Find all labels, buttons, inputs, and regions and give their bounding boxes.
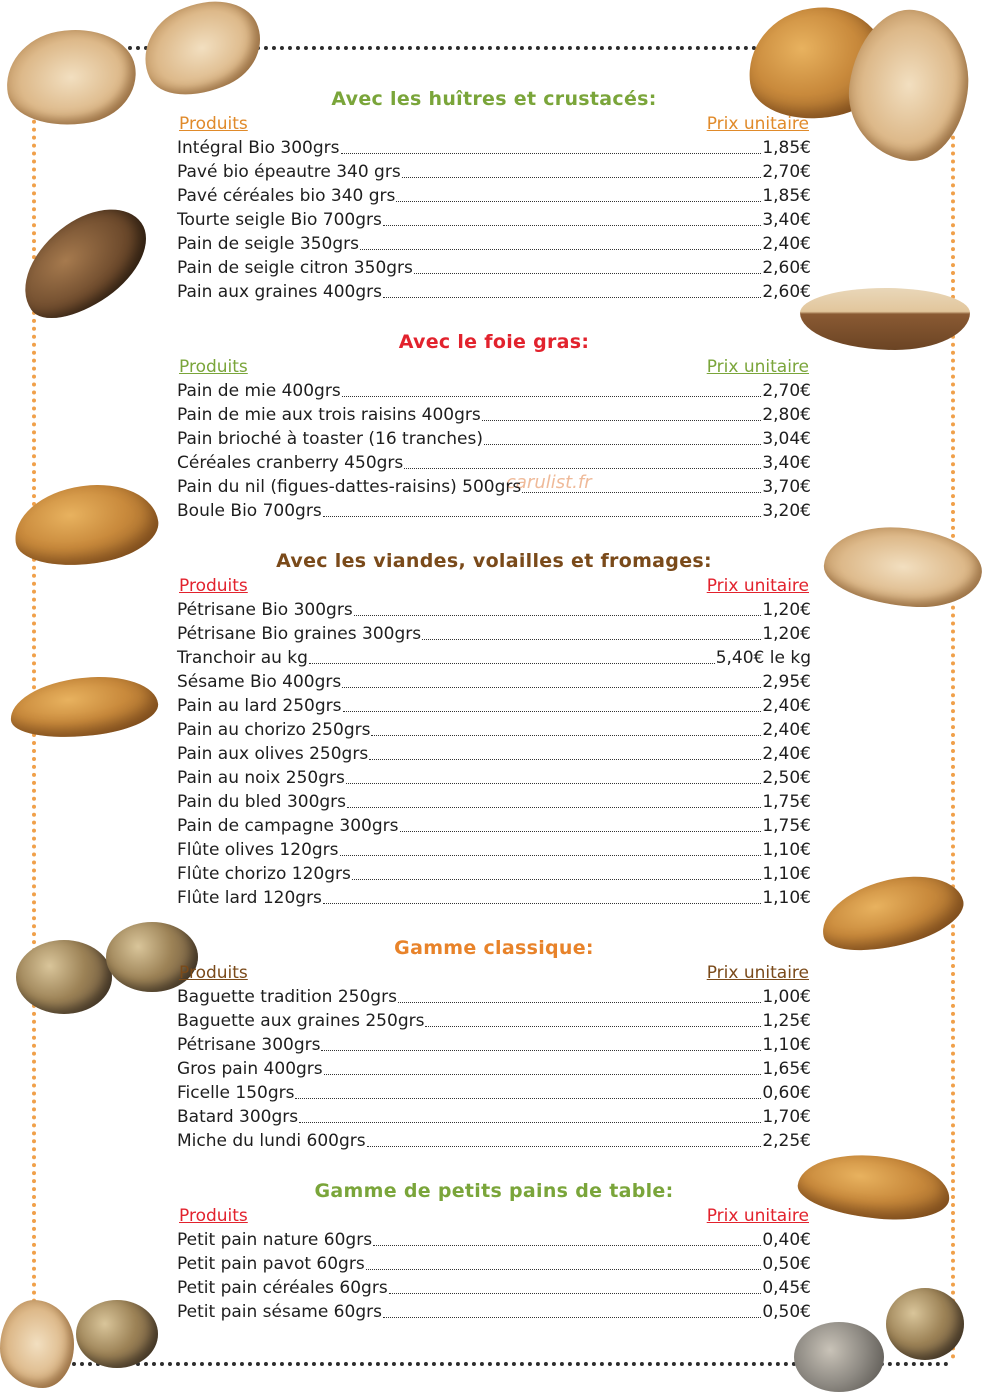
product-price: 2,50€ <box>762 768 811 788</box>
list-item <box>177 766 811 790</box>
dot-leader <box>342 687 761 688</box>
bread-image-flute <box>814 864 970 963</box>
product-price: 1,75€ <box>762 816 811 836</box>
product-name: Pain de campagne 300grs <box>177 816 399 836</box>
section-viandes <box>177 548 811 910</box>
list-item <box>177 790 811 814</box>
dot-leader <box>354 615 762 616</box>
section-petits-pains <box>177 1178 811 1324</box>
dot-leader <box>383 297 761 298</box>
product-price: 2,40€ <box>762 720 811 740</box>
dot-leader <box>402 177 762 178</box>
dot-leader <box>383 225 761 226</box>
product-price: 0,45€ <box>762 1278 811 1298</box>
list-item <box>177 208 811 232</box>
product-price: 2,60€ <box>762 282 811 302</box>
price-list <box>177 985 811 1153</box>
bread-image-cranberry-loaf <box>821 523 984 612</box>
product-name: Flûte olives 120grs <box>177 840 339 860</box>
product-name: Flûte lard 120grs <box>177 888 322 908</box>
dot-leader <box>346 783 761 784</box>
product-name: Petit pain nature 60grs <box>177 1230 373 1250</box>
column-headers <box>177 574 811 598</box>
product-name: Pavé bio épeautre 340 grs <box>177 162 401 182</box>
right-dotted-border <box>951 48 955 1360</box>
header-products: Produits <box>179 114 248 134</box>
section-title: Gamme classique: <box>394 937 594 959</box>
list-item <box>177 1009 811 1033</box>
product-name: Batard 300grs <box>177 1107 299 1127</box>
dot-leader <box>369 759 761 760</box>
product-name: Pétrisane 300grs <box>177 1035 321 1055</box>
product-name: Pain aux graines 400grs <box>177 282 382 302</box>
list-item <box>177 1105 811 1129</box>
section-huitres <box>177 86 811 304</box>
list-item <box>177 379 811 403</box>
column-headers <box>177 961 811 985</box>
bread-image-small-roll-left <box>0 1300 74 1388</box>
price-list <box>177 1228 811 1324</box>
product-price: 1,70€ <box>762 1107 811 1127</box>
dot-leader <box>342 396 762 397</box>
list-item <box>177 427 811 451</box>
product-name: Baguette aux graines 250grs <box>177 1011 425 1031</box>
column-headers <box>177 355 811 379</box>
header-products: Produits <box>179 357 248 377</box>
product-price: 1,65€ <box>762 1059 811 1079</box>
product-name: Pain de seigle citron 350grs <box>177 258 413 278</box>
product-name: Petit pain sésame 60grs <box>177 1302 382 1322</box>
section-title: Gamme de petits pains de table: <box>314 1180 674 1202</box>
dot-leader <box>373 1245 761 1246</box>
list-item <box>177 451 811 475</box>
dot-leader <box>340 855 762 856</box>
bread-image-golden-batard <box>7 670 160 743</box>
list-item <box>177 718 811 742</box>
list-item <box>177 646 811 670</box>
section-gamme-classique <box>177 935 811 1153</box>
product-price: 2,70€ <box>762 162 811 182</box>
product-price: 2,40€ <box>762 696 811 716</box>
dot-leader <box>482 420 762 421</box>
list-item <box>177 1300 811 1324</box>
product-name: Pain au noix 250grs <box>177 768 345 788</box>
bread-image-miche <box>795 1148 953 1226</box>
section-foie-gras <box>177 329 811 523</box>
column-headers <box>177 1204 811 1228</box>
bread-image-rye-baguette <box>3 189 165 336</box>
price-list <box>177 598 811 910</box>
list-item <box>177 475 811 499</box>
dot-leader <box>484 444 761 445</box>
list-item <box>177 670 811 694</box>
bread-image-rye-slice <box>800 288 970 350</box>
product-price: 2,40€ <box>762 744 811 764</box>
dot-leader <box>398 1002 761 1003</box>
product-price: 3,40€ <box>762 210 811 230</box>
list-item <box>177 256 811 280</box>
dot-leader <box>367 1146 762 1147</box>
product-name: Céréales cranberry 450grs <box>177 453 404 473</box>
product-price: 2,70€ <box>762 381 811 401</box>
dot-leader <box>371 735 761 736</box>
product-price: 3,40€ <box>762 453 811 473</box>
list-item <box>177 1081 811 1105</box>
list-item <box>177 742 811 766</box>
section-title: Avec les viandes, volailles et fromages: <box>276 550 712 572</box>
list-item <box>177 1033 811 1057</box>
header-products: Produits <box>179 1206 248 1226</box>
product-price: 3,70€ <box>762 477 811 497</box>
bread-image-poppy-roll-front <box>794 1322 884 1392</box>
product-price: 2,25€ <box>762 1131 811 1151</box>
list-item <box>177 184 811 208</box>
header-unit-price: Prix unitaire <box>706 1206 809 1226</box>
column-headers <box>177 112 811 136</box>
section-title: Avec les huîtres et crustacés: <box>331 88 657 110</box>
product-price: 2,80€ <box>762 405 811 425</box>
product-name: Intégral Bio 300grs <box>177 138 340 158</box>
list-item <box>177 1252 811 1276</box>
product-price: 0,40€ <box>762 1230 811 1250</box>
product-name: Pain brioché à toaster (16 tranches) <box>177 429 483 449</box>
bread-image-seeded-slice-left <box>16 940 112 1014</box>
product-price: 5,40€ le kg <box>715 648 811 668</box>
price-list <box>177 136 811 304</box>
list-item <box>177 1276 811 1300</box>
dot-leader <box>347 807 761 808</box>
product-price: 1,10€ <box>762 864 811 884</box>
product-name: Pain du nil (figues-dattes-raisins) 500grs <box>177 477 522 497</box>
bread-image-fig-loaf <box>0 19 143 135</box>
dot-leader <box>425 1026 761 1027</box>
bread-image-small-roll-seeded <box>76 1300 158 1368</box>
product-price: 1,10€ <box>762 840 811 860</box>
dot-leader <box>341 153 762 154</box>
dot-leader <box>404 468 761 469</box>
dot-leader <box>323 516 762 517</box>
dot-leader <box>321 1050 761 1051</box>
list-item <box>177 838 811 862</box>
product-price: 1,00€ <box>762 987 811 1007</box>
list-item <box>177 232 811 256</box>
product-price: 3,04€ <box>762 429 811 449</box>
list-item <box>177 403 811 427</box>
header-products: Produits <box>179 576 248 596</box>
product-name: Gros pain 400grs <box>177 1059 323 1079</box>
dot-leader <box>309 663 715 664</box>
dot-leader <box>295 1098 761 1099</box>
dot-leader <box>396 201 761 202</box>
product-price: 0,60€ <box>762 1083 811 1103</box>
product-name: Pain aux olives 250grs <box>177 744 369 764</box>
product-name: Pétrisane Bio 300grs <box>177 600 353 620</box>
product-price: 2,60€ <box>762 258 811 278</box>
header-unit-price: Prix unitaire <box>706 963 809 983</box>
product-name: Tranchoir au kg <box>177 648 308 668</box>
product-name: Boule Bio 700grs <box>177 501 322 521</box>
dot-leader <box>324 1074 762 1075</box>
product-price: 1,85€ <box>762 186 811 206</box>
product-name: Pain de seigle 350grs <box>177 234 359 254</box>
list-item <box>177 694 811 718</box>
header-unit-price: Prix unitaire <box>706 576 809 596</box>
product-name: Miche du lundi 600grs <box>177 1131 366 1151</box>
dot-leader <box>400 831 762 832</box>
dot-leader <box>366 1269 762 1270</box>
list-item <box>177 1228 811 1252</box>
list-item <box>177 886 811 910</box>
list-item <box>177 862 811 886</box>
dot-leader <box>383 1317 761 1318</box>
product-name: Flûte chorizo 120grs <box>177 864 351 884</box>
product-name: Pain de mie 400grs <box>177 381 341 401</box>
list-item <box>177 985 811 1009</box>
product-name: Sésame Bio 400grs <box>177 672 342 692</box>
product-price: 1,20€ <box>762 600 811 620</box>
product-price: 0,50€ <box>762 1254 811 1274</box>
bread-image-poppy-roll-back <box>886 1288 964 1360</box>
product-name: Ficelle 150grs <box>177 1083 295 1103</box>
product-price: 1,20€ <box>762 624 811 644</box>
product-price: 1,10€ <box>762 888 811 908</box>
product-name: Pavé céréales bio 340 grs <box>177 186 396 206</box>
product-price: 2,95€ <box>762 672 811 692</box>
dot-leader <box>414 273 761 274</box>
watermark: carulist.fr <box>506 472 592 493</box>
product-name: Pain de mie aux trois raisins 400grs <box>177 405 481 425</box>
product-price: 0,50€ <box>762 1302 811 1322</box>
product-name: Pain du bled 300grs <box>177 792 347 812</box>
product-name: Tourte seigle Bio 700grs <box>177 210 382 230</box>
list-item <box>177 598 811 622</box>
dot-leader <box>343 711 762 712</box>
section-title: Avec le foie gras: <box>398 331 590 353</box>
product-name: Pétrisane Bio graines 300grs <box>177 624 422 644</box>
dot-leader <box>323 903 761 904</box>
product-price: 2,40€ <box>762 234 811 254</box>
dot-leader <box>422 639 761 640</box>
dot-leader <box>299 1122 761 1123</box>
header-unit-price: Prix unitaire <box>706 357 809 377</box>
list-item <box>177 1057 811 1081</box>
product-price: 1,85€ <box>762 138 811 158</box>
product-price: 1,25€ <box>762 1011 811 1031</box>
product-name: Petit pain pavot 60grs <box>177 1254 365 1274</box>
dot-leader <box>389 1293 762 1294</box>
product-name: Pain au chorizo 250grs <box>177 720 371 740</box>
list-item <box>177 499 811 523</box>
list-item <box>177 1129 811 1153</box>
dot-leader <box>352 879 761 880</box>
product-price: 1,75€ <box>762 792 811 812</box>
price-list <box>177 379 811 523</box>
list-item <box>177 160 811 184</box>
list-item <box>177 814 811 838</box>
product-name: Baguette tradition 250grs <box>177 987 397 1007</box>
dot-leader <box>360 249 761 250</box>
list-item <box>177 622 811 646</box>
product-name: Petit pain céréales 60grs <box>177 1278 388 1298</box>
product-price: 1,10€ <box>762 1035 811 1055</box>
list-item <box>177 280 811 304</box>
header-unit-price: Prix unitaire <box>706 114 809 134</box>
product-name: Pain au lard 250grs <box>177 696 342 716</box>
header-products: Produits <box>179 963 248 983</box>
product-price: 3,20€ <box>762 501 811 521</box>
dot-leader <box>522 492 761 493</box>
list-item <box>177 136 811 160</box>
